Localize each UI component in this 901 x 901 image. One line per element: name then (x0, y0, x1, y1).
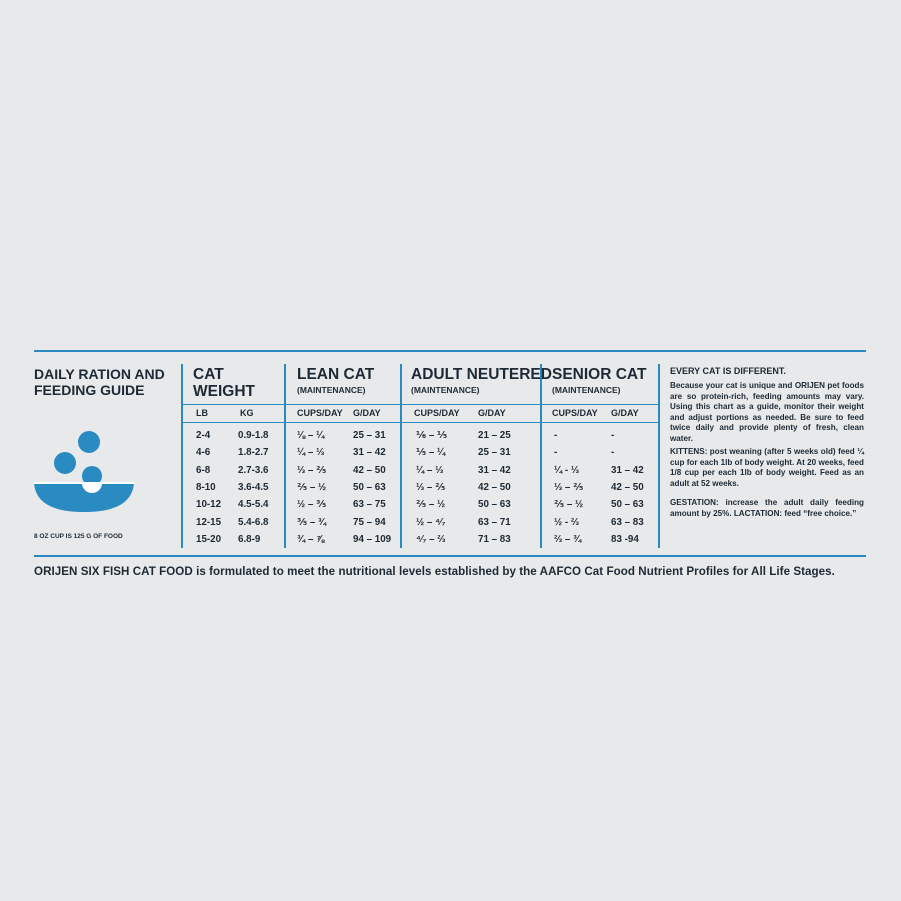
top-rule (34, 350, 866, 352)
notes-title: EVERY CAT IS DIFFERENT. (670, 366, 786, 376)
header-underline-2 (182, 422, 658, 423)
cell-neut-g: 50 – 63 (478, 499, 511, 511)
cell-lean-g: 25 – 31 (353, 430, 386, 441)
header-lean-cups: CUPS/DAY (297, 408, 343, 418)
cell-neut-cups: ⅙ – ⅕ (416, 430, 448, 441)
cell-neut-cups: ⅖ – ½ (416, 499, 446, 511)
cell-sen-g: 83 -94 (611, 533, 639, 545)
cell-sen-g: - (611, 447, 615, 459)
header-lb: LB (196, 408, 208, 418)
cell-lean-cups: ⅛ – ¼ (297, 430, 325, 441)
header-neut-g: G/DAY (478, 408, 506, 418)
food-bowl-icon (34, 430, 136, 512)
cell-sen-g: 31 – 42 (611, 464, 644, 476)
cell-lean-g: 75 – 94 (353, 516, 386, 528)
notes-paragraph-1: Because your cat is unique and ORIJEN pet foods are so protein-rich, feeding amounts may vary. Using this chart as a guide, monitor their weight and adjust portions as needed. Be sure to feed twice daily and provide plenty of fresh, clean water. (670, 381, 864, 443)
cell-sen-cups: ⅖ – ½ (554, 499, 584, 511)
cell-lean-cups: ⅗ – ¾ (297, 516, 327, 528)
cell-lean-g: 94 – 109 (353, 533, 392, 545)
cell-kg: 5.4-6.8 (238, 516, 269, 528)
cell-kg: 1.8-2.7 (238, 447, 269, 459)
cell-neut-cups: ½ – ⁴⁄₇ (416, 516, 446, 528)
header-kg: KG (240, 408, 254, 418)
lean-column-subtitle: (MAINTENANCE) (297, 385, 366, 395)
cell-sen-cups: ½ - ⅔ (554, 516, 580, 528)
cell-lb: 10-12 (196, 499, 222, 511)
cell-lb: 2-4 (196, 430, 211, 441)
header-sen-cups: CUPS/DAY (552, 408, 598, 418)
cell-sen-cups: ⅓ – ⅖ (554, 481, 584, 493)
cup-caption: 8 OZ CUP IS 125 G OF FOOD (34, 533, 123, 540)
cell-sen-cups: - (554, 430, 558, 441)
cell-lean-cups: ¾ – ⅞ (297, 533, 325, 545)
cell-lean-cups: ⅖ – ½ (297, 481, 327, 493)
cell-sen-g: 63 – 83 (611, 516, 644, 528)
divider-5 (658, 364, 660, 548)
neutered-column-title: ADULT NEUTERED (411, 366, 552, 383)
guide-title-line2: FEEDING GUIDE (34, 382, 145, 398)
cell-neut-cups: ⅕ – ¼ (416, 447, 446, 459)
cell-lean-cups: ½ – ⅗ (297, 499, 327, 511)
guide-title (34, 366, 174, 398)
senior-column-title: SENIOR CAT (552, 366, 647, 383)
feeding-guide-panel (34, 350, 867, 582)
divider-1 (181, 364, 183, 548)
cell-sen-g: 50 – 63 (611, 499, 644, 511)
notes-paragraph-gestation: GESTATION: increase the adult daily feeding amount by 25%. LACTATION: feed “free choice.” (670, 498, 864, 518)
cell-neut-cups: ⅓ – ⅖ (416, 481, 446, 493)
senior-column-subtitle: (MAINTENANCE) (552, 385, 621, 395)
cell-sen-g: - (611, 430, 615, 441)
divider-4 (540, 364, 542, 548)
neutered-column-subtitle: (MAINTENANCE) (411, 385, 480, 395)
cell-lean-g: 31 – 42 (353, 447, 386, 459)
cell-lb: 15-20 (196, 533, 222, 545)
cell-sen-cups: ¼ - ⅓ (554, 464, 580, 476)
cell-neut-g: 21 – 25 (478, 430, 511, 441)
cell-lean-g: 50 – 63 (353, 481, 386, 493)
footer-statement: ORIJEN SIX FISH CAT FOOD is formulated to meet the nutritional levels established by the AAFCO Cat Food Nutrient Profiles for All Life Stages. (34, 565, 835, 578)
cell-neut-g: 42 – 50 (478, 481, 511, 493)
cell-lean-g: 63 – 75 (353, 499, 386, 511)
cell-neut-g: 71 – 83 (478, 533, 511, 545)
guide-title-line1: DAILY RATION AND (34, 366, 165, 382)
cell-lean-cups: ¼ – ⅓ (297, 447, 325, 459)
cell-sen-cups: ⅔ – ¾ (554, 533, 582, 545)
cell-neut-g: 25 – 31 (478, 447, 511, 459)
divider-3 (400, 364, 402, 548)
notes-paragraph-kittens: KITTENS: post weaning (after 5 weeks old) feed ¼ cup for each 1lb of body weight. At 20 weeks, feed 1/8 cup per each 1lb of body weight. Feed as an adult at 52 weeks. (670, 447, 864, 488)
header-neut-cups: CUPS/DAY (414, 408, 460, 418)
header-sen-g: G/DAY (611, 408, 639, 418)
cell-neut-g: 31 – 42 (478, 464, 511, 476)
cell-neut-g: 63 – 71 (478, 516, 511, 528)
cell-kg: 0.9-1.8 (238, 430, 269, 441)
header-underline-1 (182, 404, 658, 405)
cell-neut-cups: ⁴⁄₇ – ⅔ (416, 533, 446, 545)
cell-neut-cups: ¼ – ⅓ (416, 464, 444, 476)
header-lean-g: G/DAY (353, 408, 381, 418)
cell-kg: 6.8-9 (238, 533, 261, 545)
cell-lb: 4-6 (196, 447, 211, 459)
cell-lean-g: 42 – 50 (353, 464, 386, 476)
cell-lb: 12-15 (196, 516, 222, 528)
cell-lean-cups: ⅓ – ⅖ (297, 464, 327, 476)
cell-lb: 6-8 (196, 464, 211, 476)
cell-sen-cups: - (554, 447, 558, 459)
cell-kg: 4.5-5.4 (238, 499, 269, 511)
cell-lb: 8-10 (196, 481, 216, 493)
bottom-rule (34, 555, 866, 557)
lean-column-title: LEAN CAT (297, 366, 375, 383)
cell-kg: 2.7-3.6 (238, 464, 269, 476)
cell-kg: 3.6-4.5 (238, 481, 269, 493)
divider-2 (284, 364, 286, 548)
cell-sen-g: 42 – 50 (611, 481, 644, 493)
weight-column-title: CAT WEIGHT (193, 366, 255, 400)
